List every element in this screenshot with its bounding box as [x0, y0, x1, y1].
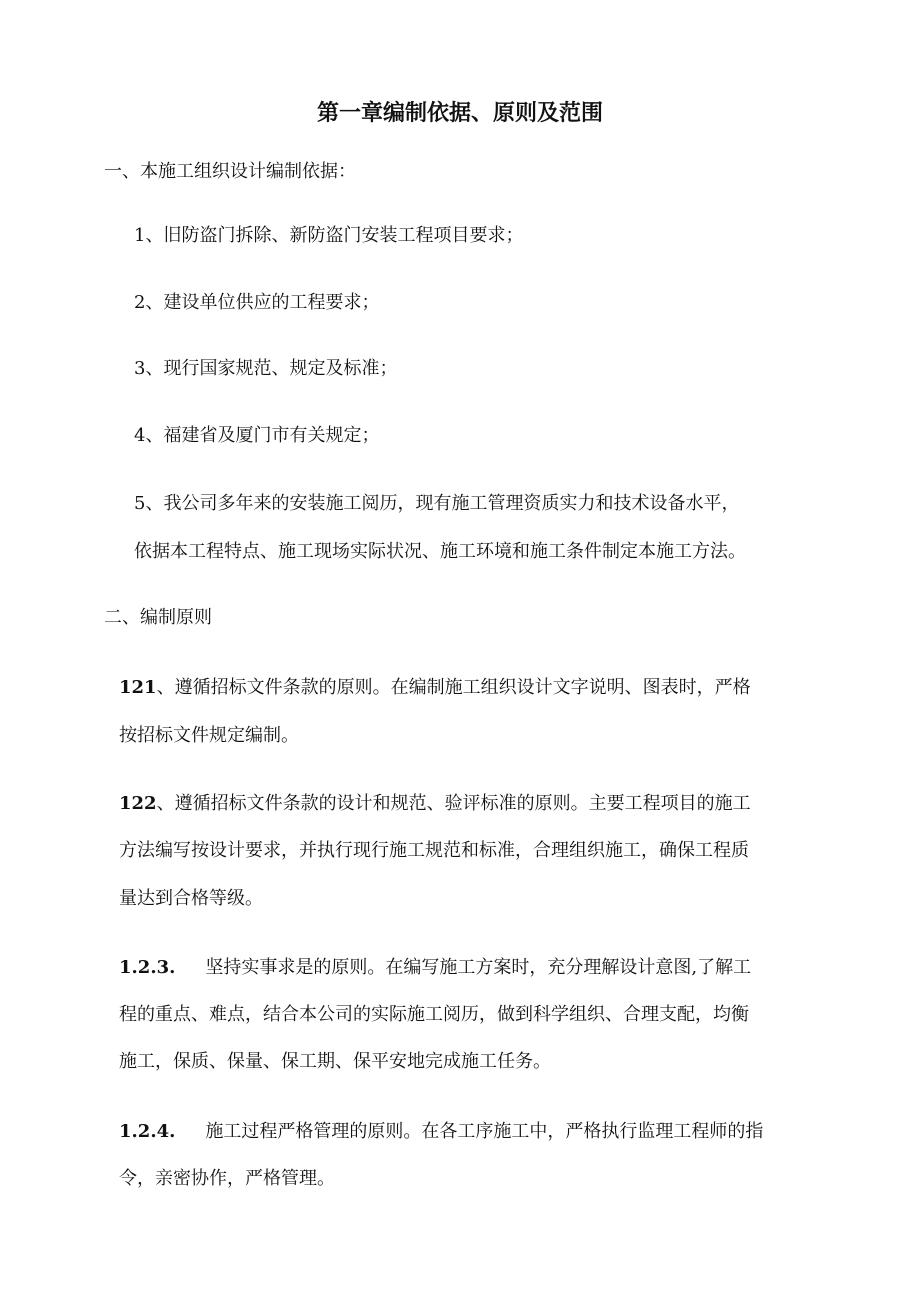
paragraph-text: 施工过程严格管理的原则。在各工序施工中，严格执行监理工程师的指 [205, 1121, 764, 1142]
paragraph-124-line2: 令，亲密协作，严格管理。 [119, 1168, 335, 1189]
paragraph-121-line1 [119, 676, 751, 700]
paragraph-text: 、遵循招标文件条款的原则。在编制施工组织设计文字说明、图表时，严格 [156, 677, 751, 698]
paragraph-number: 121 [119, 677, 157, 698]
paragraph-123-line2: 程的重点、难点，结合本公司的实际施工阅历，做到科学组织、合理支配，均衡 [119, 1004, 749, 1025]
page-title: 第一章编制依据、原则及范围 [316, 101, 603, 126]
paragraph-number: 122 [119, 793, 157, 814]
paragraph-123-line3: 施工，保质、保量、保工期、保平安地完成施工任务。 [119, 1051, 551, 1072]
paragraph-122-line2: 方法编写按设计要求，并执行现行施工规范和标准，合理组织施工，确保工程质 [119, 840, 749, 861]
list-item: 4、福建省及厦门市有关规定； [134, 425, 380, 446]
list-item: 3、现行国家规范、规定及标准； [134, 358, 398, 379]
list-item-5-line1: 5、我公司多年来的安装施工阅历，现有施工管理资质实力和技术设备水平， [134, 493, 740, 514]
paragraph-122-line3: 量达到合格等级。 [119, 888, 263, 909]
paragraph-123-line1 [119, 956, 751, 980]
paragraph-number: 1.2.3. [119, 957, 176, 978]
list-item: 2、建设单位供应的工程要求； [134, 292, 380, 313]
paragraph-number: 1.2.4. [119, 1121, 176, 1142]
section1-heading: 一、本施工组织设计编制依据： [104, 161, 356, 182]
paragraph-124-line1 [119, 1120, 763, 1144]
paragraph-text: 、遵循招标文件条款的设计和规范、验评标准的原则。主要工程项目的施工 [156, 793, 751, 814]
paragraph-text: 坚持实事求是的原则。在编写施工方案时，充分理解设计意图,了解工 [205, 957, 752, 978]
section2-heading: 二、编制原则 [104, 607, 212, 628]
paragraph-121-line2: 按招标文件规定编制。 [119, 725, 299, 746]
list-item-5-line2: 依据本工程特点、施工现场实际状况、施工环境和施工条件制定本施工方法。 [134, 541, 746, 562]
paragraph-122-line1 [119, 792, 751, 816]
list-item: 1、旧防盗门拆除、新防盗门安装工程项目要求； [134, 225, 524, 246]
